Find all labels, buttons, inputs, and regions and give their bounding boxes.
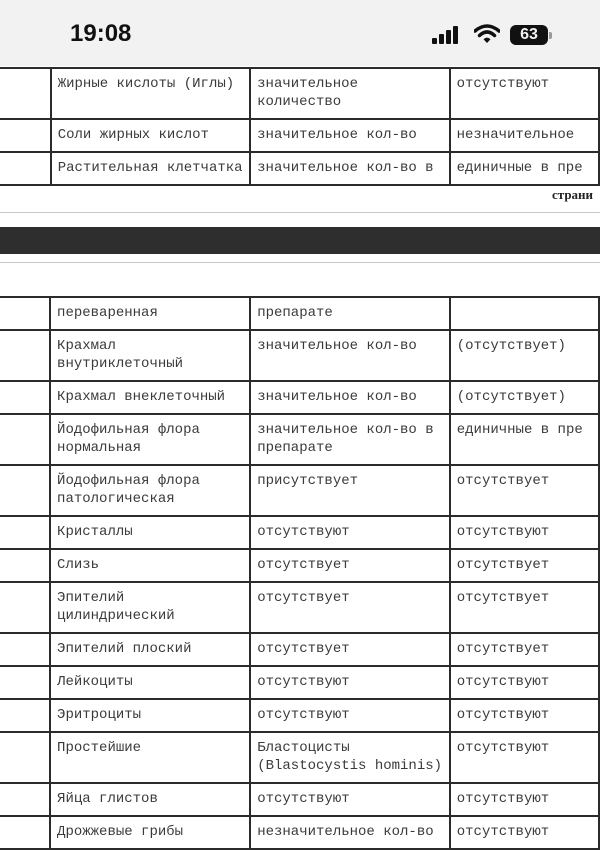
table-cell-reference: отсутствуют: [450, 666, 599, 699]
table-cell-parameter: Растительная клетчатка: [51, 152, 250, 185]
table-cell-result: значительное кол-во: [250, 119, 449, 152]
table-cell-reference: отсутствует: [450, 582, 599, 633]
table-cell-reference: единичные в пре: [450, 414, 599, 465]
table-cell-stub: [0, 152, 51, 185]
table-cell-stub: [0, 414, 50, 465]
table-cell-stub: [0, 465, 50, 516]
table-row: [0, 381, 599, 414]
table-cell-reference: (отсутствует): [450, 381, 599, 414]
table-row: [0, 465, 599, 516]
table-cell-stub: [0, 516, 50, 549]
table-cell-result: отсутствуют: [250, 516, 450, 549]
table-cell-result: значительное кол-во в препарате: [250, 414, 450, 465]
table-cell-parameter: Лейкоциты: [50, 666, 250, 699]
table-cell-stub: [0, 330, 50, 381]
table-cell-reference: отсутствует: [450, 549, 599, 582]
table-cell-result: препарате: [250, 297, 450, 330]
table-cell-result: значительное кол-во: [250, 381, 450, 414]
table-cell-reference: отсутствует: [450, 633, 599, 666]
table-row: [0, 414, 599, 465]
table-row: [0, 666, 599, 699]
results-table-top: [0, 67, 600, 186]
table-cell-parameter: Эпителий плоский: [50, 633, 250, 666]
table-cell-result: Бластоцисты (Blastocystis hominis): [250, 732, 450, 783]
table-cell-stub: [0, 297, 50, 330]
table-row: [0, 516, 599, 549]
table-cell-result: значительное кол-во в: [250, 152, 449, 185]
table-row: [0, 732, 599, 783]
table-cell-stub: [0, 666, 50, 699]
table-cell-result: отсутствует: [250, 582, 450, 633]
table-cell-reference: отсутствуют: [450, 732, 599, 783]
wifi-icon: [474, 24, 500, 44]
cellular-signal-icon: [432, 26, 460, 44]
table-cell-reference: незначительное: [450, 119, 599, 152]
table-cell-result: отсутствуют: [250, 699, 450, 732]
page-footer-label: страни: [552, 187, 594, 202]
table-cell-parameter: Йодофильная флора нормальная: [50, 414, 250, 465]
page-break-band: [0, 227, 600, 254]
table-cell-reference: отсутствуют: [450, 68, 599, 119]
table-cell-parameter: Слизь: [50, 549, 250, 582]
table-cell-stub: [0, 549, 50, 582]
table-cell-reference: отсутствуют: [450, 516, 599, 549]
table-cell-stub: [0, 699, 50, 732]
table-cell-result: значительное кол-во: [250, 330, 450, 381]
table-cell-stub: [0, 119, 51, 152]
table-cell-result: присутствует: [250, 465, 450, 516]
table-cell-result: значительное количество: [250, 68, 449, 119]
table-cell-result: отсутствует: [250, 549, 450, 582]
table-cell-stub: [0, 633, 50, 666]
table-cell-result: отсутствуют: [250, 783, 450, 816]
table-cell-result: отсутствует: [250, 633, 450, 666]
battery-tip: [549, 32, 552, 39]
table-cell-reference: отсутствуют: [450, 816, 599, 849]
table-cell-result: незначительное кол-во: [250, 816, 450, 849]
table-cell-parameter: Яйца глистов: [50, 783, 250, 816]
table-row: [0, 152, 599, 185]
table-cell-parameter: Йодофильная флора патологическая: [50, 465, 250, 516]
table-row: [0, 297, 599, 330]
table-cell-reference: отсутствуют: [450, 783, 599, 816]
table-cell-reference: отсутствует: [450, 465, 599, 516]
table-cell-parameter: Простейшие: [50, 732, 250, 783]
table-cell-parameter: Эритроциты: [50, 699, 250, 732]
table-row: [0, 633, 599, 666]
table-cell-parameter: Соли жирных кислот: [51, 119, 250, 152]
table-cell-parameter: переваренная: [50, 297, 250, 330]
table-cell-stub: [0, 783, 50, 816]
status-bar: [0, 0, 600, 66]
table-cell-stub: [0, 732, 50, 783]
table-cell-parameter: Крахмал внеклеточный: [50, 381, 250, 414]
table-cell-stub: [0, 68, 51, 119]
table-cell-reference: отсутствуют: [450, 699, 599, 732]
table-cell-stub: [0, 381, 50, 414]
table-cell-parameter: Дрожжевые грибы: [50, 816, 250, 849]
table-cell-parameter: Кристаллы: [50, 516, 250, 549]
table-row: [0, 783, 599, 816]
battery-icon: 63: [510, 25, 548, 45]
table-cell-reference: единичные в пре: [450, 152, 599, 185]
results-table-bottom: [0, 296, 600, 850]
table-cell-result: отсутствуют: [250, 666, 450, 699]
table-row: [0, 68, 599, 119]
table-row: [0, 816, 599, 849]
divider: [0, 262, 600, 263]
table-cell-reference: [450, 297, 599, 330]
table-cell-stub: [0, 582, 50, 633]
status-time: 19:08: [70, 20, 132, 47]
table-row: [0, 549, 599, 582]
table-row: [0, 330, 599, 381]
table-cell-parameter: Эпителий цилиндрический: [50, 582, 250, 633]
table-cell-parameter: Жирные кислоты (Иглы): [51, 68, 250, 119]
divider: [0, 212, 600, 213]
table-cell-parameter: Крахмал внутриклеточный: [50, 330, 250, 381]
table-row: [0, 699, 599, 732]
table-cell-reference: (отсутствует): [450, 330, 599, 381]
table-cell-stub: [0, 816, 50, 849]
table-row: [0, 582, 599, 633]
table-row: [0, 119, 599, 152]
